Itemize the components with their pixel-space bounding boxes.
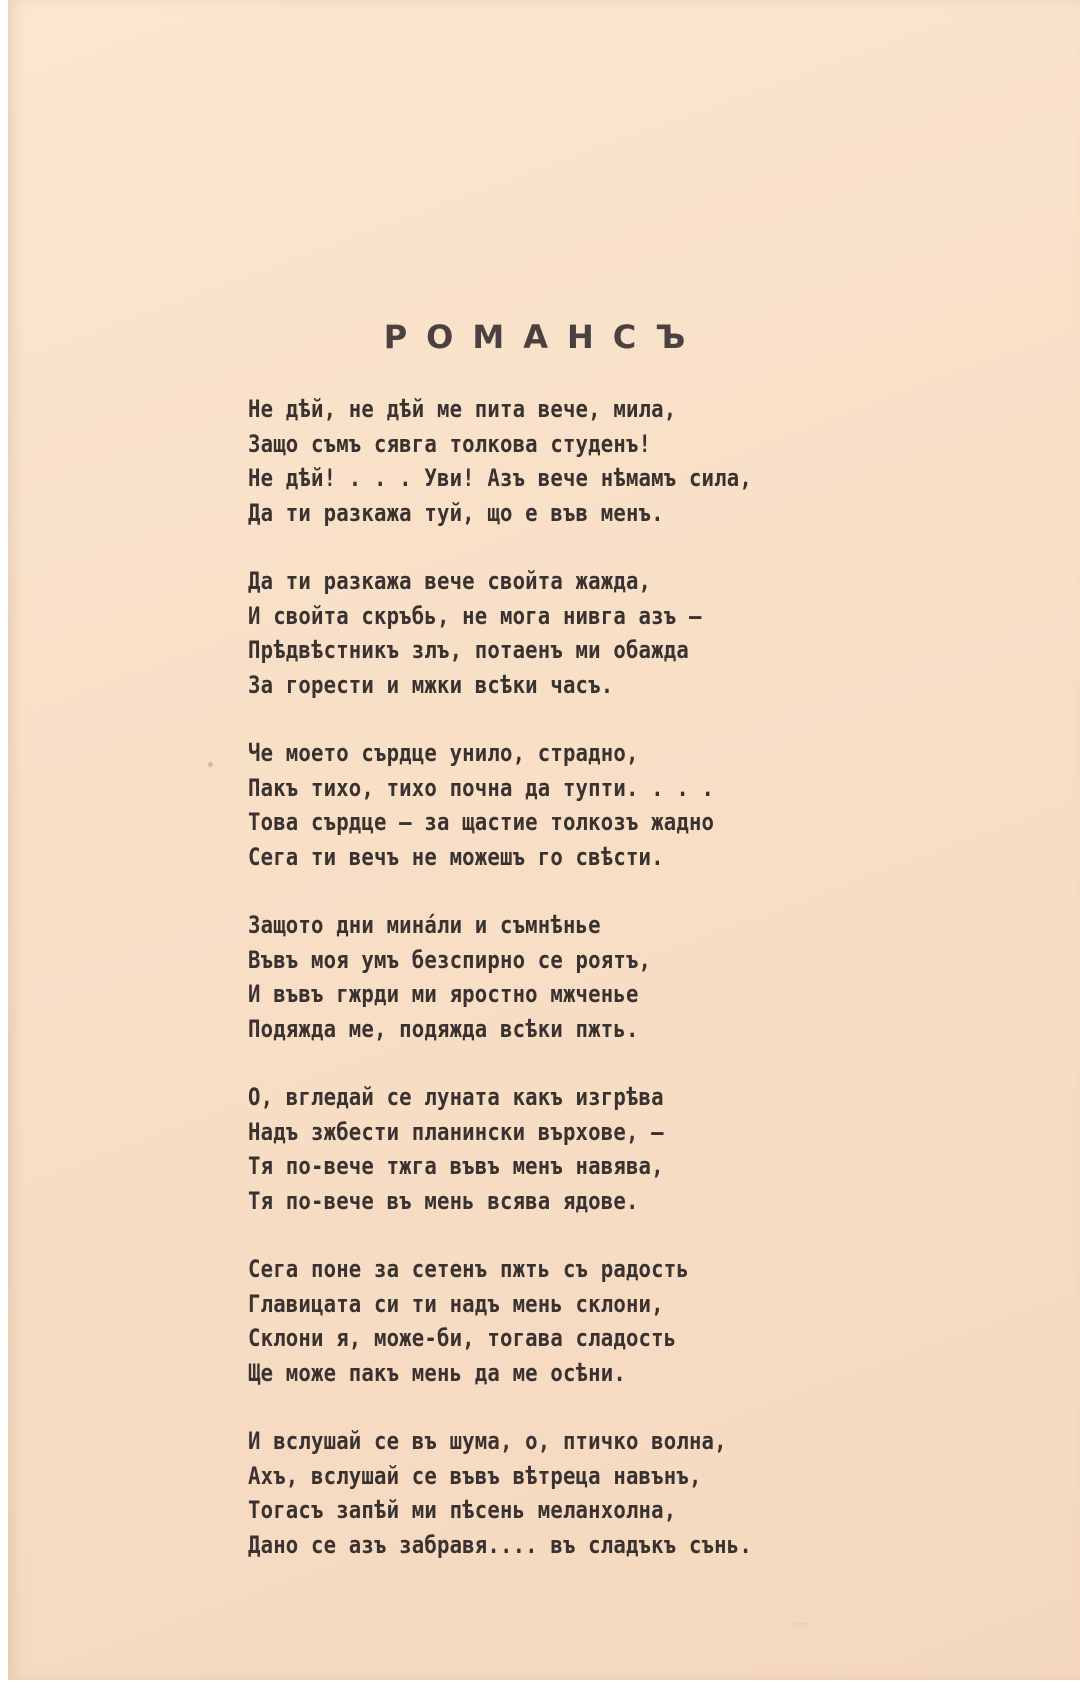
poem-line: Да ти разкажа туй, що е във менъ. [248, 498, 664, 527]
poem-line: Това сърдце — за щастие толкозъ жадно [248, 808, 715, 836]
paper-speck [208, 762, 213, 767]
poem-line: Склони я, може-би, тогава сладость [248, 1324, 677, 1352]
poem-line: Тогасъ запѣй ми пѣсень меланхолна, [248, 1496, 677, 1524]
poem-line: Сега ти вечъ не можешъ го свѣсти. [248, 842, 664, 871]
stanza [248, 736, 1068, 874]
poem-line: Тя по-вече въ мень всява ядове. [248, 1186, 639, 1215]
poem-line: И свойта скръбь, не мога нивга азъ — [248, 601, 702, 630]
poem-line: Защо съмъ сявга толкова студенъ! [248, 429, 652, 458]
poem-line: И въвъ гжрди ми яростно мжченье [248, 980, 639, 1008]
poem-line: Ахъ, вслушай се въвъ вѣтреца навънъ, [248, 1461, 702, 1490]
poem-title: РОМАНСЪ [383, 318, 705, 356]
poem-line: Главицата си ти надъ мень склони, [248, 1289, 664, 1318]
poem-line: И вслушай се въ шума, о, птичко волна, [248, 1427, 727, 1455]
stanza [248, 1424, 1068, 1562]
poem-line: Сега поне за сетенъ пжть съ радость [248, 1255, 689, 1283]
stanza [248, 1080, 1068, 1218]
poem-line: Ще може пакъ мень да ме осѣни. [248, 1358, 626, 1387]
stanza [248, 564, 1068, 702]
poem-line: Пакъ тихо, тихо почна да тупти. . . . [248, 773, 715, 802]
poem-line: Подяжда ме, подяжда всѣки пжть. [248, 1014, 639, 1043]
poem-line: Не дѣй, не дѣй ме пита вече, мила, [248, 395, 677, 423]
poem-line: О, вгледай се луната какъ изгрѣва [248, 1083, 664, 1111]
paper-stain [793, 1622, 807, 1625]
poem-line: Въвъ моя умъ безспирно се роятъ, [248, 945, 652, 974]
poem-line: Че моето сърдце унило, страдно, [248, 739, 639, 767]
poem-line: Дано се азъ забравя.... въ сладъкъ сънь. [248, 1530, 752, 1559]
stanza [248, 908, 1068, 1046]
poem-body [248, 392, 1068, 1596]
stanza [248, 1252, 1068, 1390]
poem-line: Прѣдвѣстникъ злъ, потаенъ ми обажда [248, 636, 689, 664]
poem-line: Тя по-вече тжга въвъ менъ навява, [248, 1152, 664, 1180]
stanza [248, 392, 1068, 530]
poem-line: Не дѣй! . . . Уви! Азъ вече нѣмамъ сила, [248, 464, 752, 492]
poem-line: Да ти разкажа вече свойта жажда, [248, 567, 652, 595]
poem-line: За горести и мжки всѣки часъ. [248, 670, 614, 699]
poem-line: Надъ зжбести планински върхове, — [248, 1117, 664, 1146]
poem-line: Защото дни минáли и съмнѣнье [248, 911, 601, 939]
